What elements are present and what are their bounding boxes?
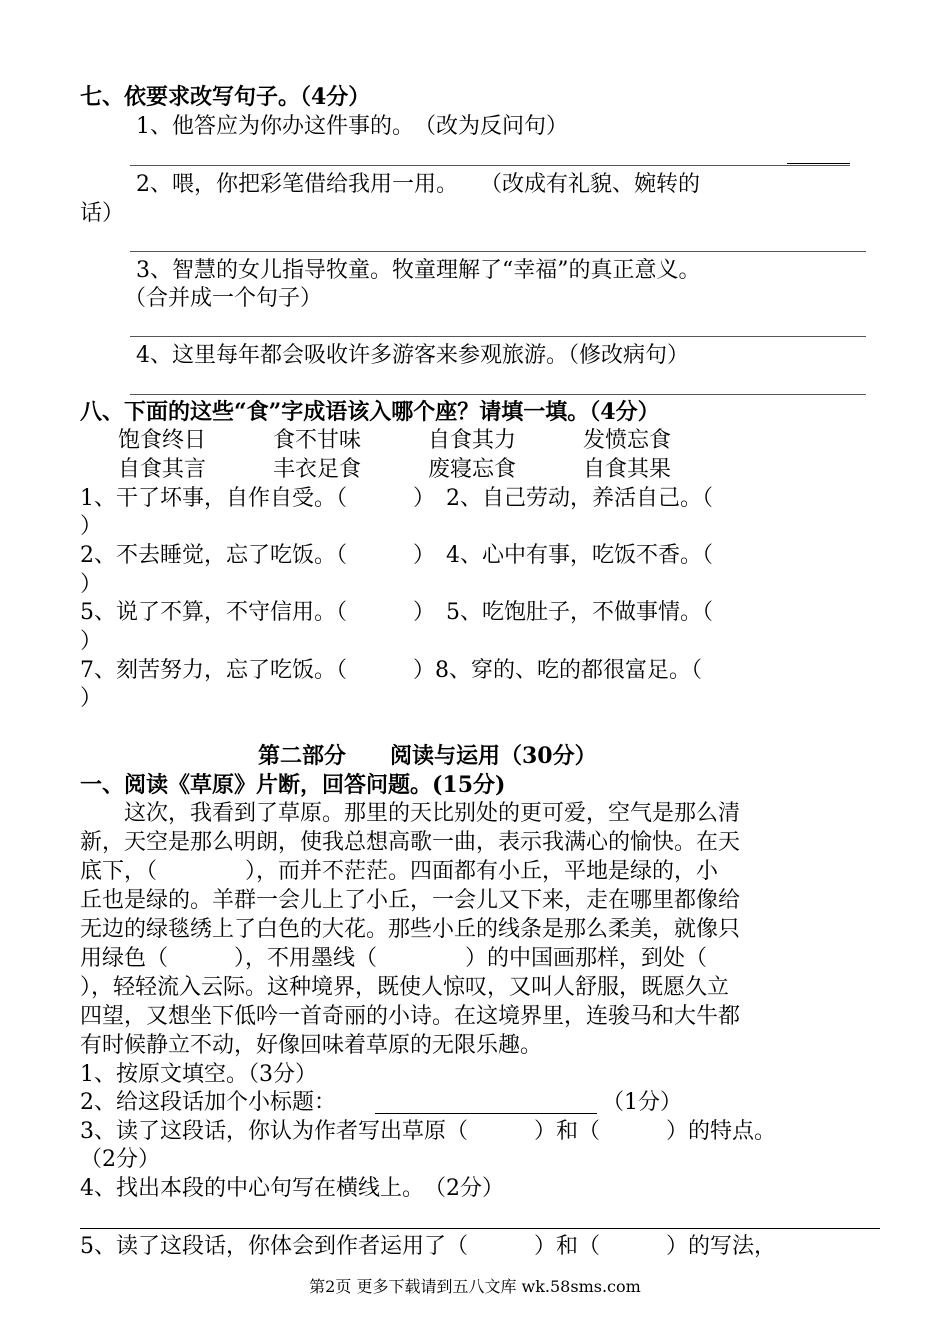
reading-q3: 3、读了这段话，你认为作者写出草原（ ）和（ ）的特点。 [80, 1119, 776, 1144]
passage-line-7: ），轻轻流入云际。这种境界，既使人惊叹，又叫人舒服，既愿久立 [80, 975, 730, 1000]
reading-1-title: 一、阅读《草原》片断，回答问题。(15分) [80, 772, 506, 798]
idiom-4: 发愤忘食 [583, 428, 672, 453]
reading-q5: 5、读了这段话，你体会到作者运用了（ ）和（ ）的写法， [80, 1234, 776, 1259]
reading-q2-label: 2、给这段话加个小标题： [80, 1090, 336, 1115]
s7-question-2: 2、喂，你把彩笔借给我用一用。 （改成有礼貌、婉转的 [136, 172, 700, 197]
idiom-6: 丰衣足食 [273, 457, 362, 482]
s8-row-1-close: ） [80, 514, 103, 539]
answer-line-2 [130, 251, 866, 252]
s7-question-2-cont: 话） [80, 201, 125, 226]
section-7-title: 七、依要求改写句子。（4分） [80, 84, 371, 110]
passage-line-5: 无边的绿毯绣上了白色的大花。那些小丘的线条是那么柔美，就像只 [80, 917, 741, 942]
s8-row-3-close: ） [80, 629, 103, 654]
answer-line-1-end [787, 163, 850, 164]
idiom-7: 废寝忘食 [428, 457, 517, 482]
title-answer-line [375, 1113, 597, 1114]
idiom-2: 食不甘味 [273, 428, 362, 453]
reading-q3-score: （2分） [80, 1147, 160, 1172]
idiom-5: 自食其言 [118, 457, 207, 482]
idiom-8: 自食其果 [583, 457, 672, 482]
answer-line-3 [130, 336, 866, 337]
section-8-title: 八、下面的这些“食”字成语该入哪个座？请填一填。（4分） [80, 399, 660, 425]
s8-row-2-close: ） [80, 572, 103, 597]
part-2-heading: 第二部分 阅读与运用（30分） [258, 743, 597, 769]
idiom-1: 饱食终日 [118, 428, 207, 453]
reading-q1: 1、按原文填空。（3分） [80, 1062, 317, 1087]
s7-question-4: 4、这里每年都会吸收许多游客来参观旅游。（修改病句） [136, 343, 689, 368]
reading-q4: 4、找出本段的中心句写在横线上。 （2分） [80, 1176, 504, 1201]
s8-row-4-close: ） [80, 686, 103, 711]
reading-q2-score: （1分） [602, 1090, 682, 1115]
passage-line-4: 丘也是绿的。羊群一会儿上了小丘，一会儿又下来，走在哪里都像给 [80, 888, 741, 913]
page-footer: 第2页 更多下载请到五八文库 wk.58sms.com [309, 1277, 641, 1296]
s8-row-3: 5、说了不算，不守信用。（ ） 5、吃饱肚子，不做事情。（ [80, 600, 713, 625]
passage-line-8: 四望，又想坐下低吟一首奇丽的小诗。在这境界里，连骏马和大牛都 [80, 1004, 741, 1029]
s7-question-1: 1、他答应为你办这件事的。 （改为反问句） [136, 114, 568, 139]
answer-line-4 [130, 394, 866, 395]
passage-line-2: 新，天空是那么明朗，使我总想高歌一曲，表示我满心的愉快。在天 [80, 830, 741, 855]
s8-row-2: 2、不去睡觉，忘了吃饭。（ ） 4、心中有事，吃饭不香。（ [80, 543, 713, 568]
idiom-3: 自食其力 [428, 428, 517, 453]
answer-line-1 [130, 165, 850, 166]
passage-line-6: 用绿色（ ），不用墨线（ ）的中国画那样，到处（ [80, 946, 708, 971]
passage-line-1: 这次，我看到了草原。那里的天比别处的更可爱，空气是那么清 [80, 801, 741, 826]
s8-row-1: 1、干了坏事，自作自受。（ ） 2、自己劳动，养活自己。（ [80, 486, 713, 511]
central-sentence-line [80, 1228, 880, 1229]
s8-row-4: 7、刻苦努力，忘了吃饭。（ ）8、穿的、吃的都很富足。（ [80, 658, 702, 683]
s7-question-3-cont: （合并成一个句子） [124, 286, 323, 311]
passage-line-3: 底下，（ ），而并不茫茫。四面都有小丘，平地是绿的，小 [80, 859, 719, 884]
passage-line-9: 有时候静立不动，好像回味着草原的无限乐趣。 [80, 1033, 543, 1058]
s7-question-3: 3、智慧的女儿指导牧童。牧童理解了“幸福”的真正意义。 [136, 258, 701, 283]
